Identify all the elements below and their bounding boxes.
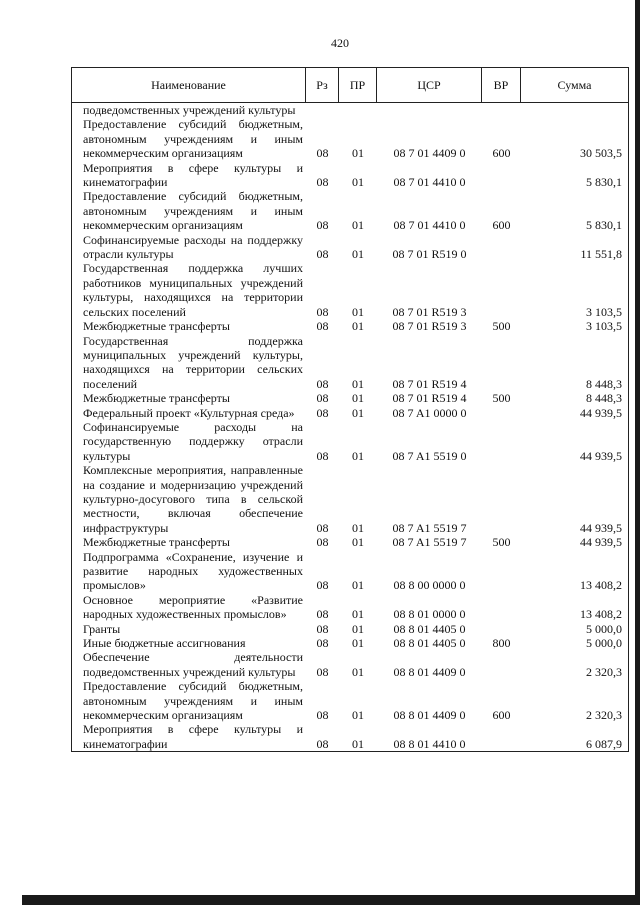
cell-name: Мероприятия в сфере культуры и кинематографии <box>83 722 303 751</box>
cell-sum: 5 000,0 <box>586 636 622 651</box>
cell-csr: 08 8 01 4409 0 <box>393 664 466 679</box>
cell-sum: 30 503,5 <box>580 146 622 161</box>
cell-vr <box>482 463 521 535</box>
cell-sum: 6 087,9 <box>586 736 622 751</box>
cell-name: Софинансируемые расходы на государственную поддержку отрасли культуры <box>83 419 303 463</box>
cell-rz: 08 <box>316 535 329 550</box>
cell-sum: 5 830,1 <box>586 218 622 233</box>
cell-name: Комплексные мероприятия, направленные на создание и модернизацию учреждений культурно-досугового типа в сельской местности, включая обеспечение инфраструктуры <box>83 463 303 535</box>
cell-vr: 500 <box>492 319 511 334</box>
cell-name: Софинансируемые расходы на поддержку отрасли культуры <box>83 232 303 262</box>
cell-rz: 08 <box>316 319 329 334</box>
table-row <box>72 622 628 636</box>
cell-pr: 01 <box>352 535 364 550</box>
cell-rz: 08 <box>316 405 329 420</box>
cell-sum: 44 939,5 <box>580 535 622 550</box>
cell-vr: 600 <box>492 146 511 161</box>
cell-sum: 5 830,1 <box>586 175 622 190</box>
cell-pr: 01 <box>352 247 364 262</box>
cell-csr: 08 7 01 4410 0 <box>393 218 466 233</box>
header-rz: Рз <box>306 68 339 102</box>
cell-vr <box>482 622 521 636</box>
cell-vr <box>482 593 521 622</box>
table-row <box>72 420 628 463</box>
cell-sum: 44 939,5 <box>580 520 622 535</box>
cell-pr: 01 <box>352 736 364 751</box>
table-row <box>72 391 628 405</box>
cell-vr: 800 <box>492 636 511 651</box>
budget-table <box>71 67 629 752</box>
cell-name: Мероприятия в сфере культуры и кинематографии <box>83 160 303 190</box>
table-row <box>72 161 628 190</box>
cell-vr <box>482 420 521 463</box>
cell-rz: 08 <box>316 621 329 636</box>
cell-pr: 01 <box>352 708 364 723</box>
cell-csr: 08 7 A1 5519 7 <box>392 520 467 535</box>
cell-sum: 8 448,3 <box>586 376 622 391</box>
cell-name: Межбюджетные трансферты <box>83 391 230 406</box>
cell-csr: 08 8 00 0000 0 <box>393 578 466 593</box>
cell-name: Основное мероприятие «Развитие народных художественных промыслов» <box>83 592 303 622</box>
cell-sum: 2 320,3 <box>586 708 622 723</box>
header-name: Наименование <box>72 68 306 102</box>
cell-sum: 44 939,5 <box>580 448 622 463</box>
cell-sum: 13 408,2 <box>580 607 622 622</box>
cell-csr: 08 7 01 R519 4 <box>392 376 467 391</box>
cell-rz: 08 <box>316 607 329 622</box>
cell-rz: 08 <box>316 146 329 161</box>
cell-vr <box>482 406 521 420</box>
cell-vr <box>482 334 521 392</box>
header-pr: ПР <box>339 68 377 102</box>
cell-csr: 08 8 01 4405 0 <box>393 636 466 651</box>
cell-csr: 08 8 01 4405 0 <box>393 621 466 636</box>
cell-vr <box>482 103 521 117</box>
cell-name: Подпрограмма «Сохранение, изучение и развитие народных художественных промыслов» <box>83 549 303 593</box>
cell-name: Федеральный проект «Культурная среда» <box>83 405 295 420</box>
cell-name: Иные бюджетные ассигнования <box>83 636 246 651</box>
cell-vr <box>482 550 521 593</box>
scan-border-right <box>635 0 640 905</box>
cell-csr: 08 8 01 4410 0 <box>393 736 466 751</box>
cell-csr: 08 7 A1 5519 7 <box>392 535 467 550</box>
table-row <box>72 189 628 232</box>
cell-vr <box>482 233 521 262</box>
cell-rz: 08 <box>316 636 329 651</box>
cell-sum: 5 000,0 <box>586 621 622 636</box>
cell-rz: 08 <box>316 376 329 391</box>
cell-rz: 08 <box>316 391 329 406</box>
cell-pr: 01 <box>352 578 364 593</box>
cell-name: Государственная поддержка муниципальных учреждений культуры, находящихся на территории сельских поселений <box>83 333 303 391</box>
cell-name: Государственная поддержка лучших работников муниципальных учреждений культуры, находящихся на территории сельских поселений <box>83 261 303 319</box>
table-row <box>72 650 628 679</box>
cell-csr <box>377 103 482 117</box>
cell-sum <box>521 103 628 117</box>
cell-name: Предоставление субсидий бюджетным, автономным учреждениям и иным некоммерческим организациям <box>83 189 303 233</box>
cell-pr: 01 <box>352 405 364 420</box>
cell-sum: 2 320,3 <box>586 664 622 679</box>
cell-csr: 08 8 01 4409 0 <box>393 708 466 723</box>
table-row <box>72 233 628 262</box>
page-number: 420 <box>331 36 349 50</box>
table-row <box>72 535 628 549</box>
cell-name: Межбюджетные трансферты <box>83 535 230 550</box>
cell-name: Предоставление субсидий бюджетным, автономным учреждениям и иным некоммерческим организациям <box>83 679 303 723</box>
cell-pr: 01 <box>352 636 364 651</box>
table-row <box>72 636 628 650</box>
cell-vr <box>482 722 521 751</box>
cell-vr <box>482 161 521 190</box>
cell-rz: 08 <box>316 664 329 679</box>
cell-name: Обеспечение деятельности подведомственных учреждений культуры <box>83 650 303 679</box>
cell-name: Предоставление субсидий бюджетным, автономным учреждениям и иным некоммерческим организациям <box>83 117 303 161</box>
cell-rz: 08 <box>316 218 329 233</box>
cell-rz: 08 <box>316 247 329 262</box>
cell-pr: 01 <box>352 304 364 319</box>
table-row <box>72 319 628 333</box>
table-row <box>72 334 628 392</box>
cell-csr: 08 7 01 4410 0 <box>393 175 466 190</box>
cell-sum: 8 448,3 <box>586 391 622 406</box>
table-row <box>72 463 628 535</box>
cell-sum: 13 408,2 <box>580 578 622 593</box>
cell-name: Межбюджетные трансферты <box>83 319 230 334</box>
cell-pr: 01 <box>352 391 364 406</box>
cell-sum: 11 551,8 <box>580 247 622 262</box>
cell-vr <box>482 261 521 319</box>
cell-sum: 44 939,5 <box>580 405 622 420</box>
cell-pr: 01 <box>352 319 364 334</box>
table-row <box>72 679 628 722</box>
cell-rz: 08 <box>316 448 329 463</box>
table-row <box>72 550 628 593</box>
cell-vr: 600 <box>492 708 511 723</box>
cell-pr: 01 <box>352 520 364 535</box>
cell-rz: 08 <box>316 578 329 593</box>
cell-pr: 01 <box>352 664 364 679</box>
cell-csr: 08 7 A1 5519 0 <box>392 448 467 463</box>
cell-pr: 01 <box>352 621 364 636</box>
cell-vr: 600 <box>492 218 511 233</box>
cell-csr: 08 7 A1 0000 0 <box>392 405 467 420</box>
cell-csr: 08 8 01 0000 0 <box>393 607 466 622</box>
scan-border-bottom <box>22 895 640 905</box>
cell-pr: 01 <box>352 146 364 161</box>
table-row <box>72 406 628 420</box>
cell-pr: 01 <box>352 175 364 190</box>
cell-csr: 08 7 01 R519 3 <box>392 304 467 319</box>
cell-sum: 3 103,5 <box>586 319 622 334</box>
cell-vr: 500 <box>492 535 511 550</box>
cell-rz <box>306 103 339 117</box>
table-header <box>72 68 628 103</box>
header-sum: Сумма <box>557 77 592 92</box>
table-row <box>72 722 628 751</box>
cell-rz: 08 <box>316 304 329 319</box>
cell-rz: 08 <box>316 708 329 723</box>
header-vr: ВР <box>482 68 521 102</box>
cell-name: Гранты <box>83 621 121 636</box>
cell-pr: 01 <box>352 376 364 391</box>
cell-csr: 08 7 01 R519 4 <box>392 391 467 406</box>
table-row <box>72 103 628 117</box>
header-csr: ЦСР <box>377 68 482 102</box>
cell-pr <box>339 103 377 117</box>
cell-rz: 08 <box>316 520 329 535</box>
cell-vr <box>482 650 521 679</box>
table-row <box>72 117 628 160</box>
cell-csr: 08 7 01 R519 3 <box>392 319 467 334</box>
table-row <box>72 593 628 622</box>
cell-pr: 01 <box>352 218 364 233</box>
cell-csr: 08 7 01 4409 0 <box>393 146 466 161</box>
table-body <box>72 103 628 751</box>
cell-rz: 08 <box>316 736 329 751</box>
cell-pr: 01 <box>352 607 364 622</box>
cell-pr: 01 <box>352 448 364 463</box>
cell-name: подведомственных учреждений культуры <box>83 103 296 117</box>
cell-sum: 3 103,5 <box>586 304 622 319</box>
cell-csr: 08 7 01 R519 0 <box>392 247 467 262</box>
table-row <box>72 261 628 319</box>
cell-rz: 08 <box>316 175 329 190</box>
cell-vr: 500 <box>492 391 511 406</box>
